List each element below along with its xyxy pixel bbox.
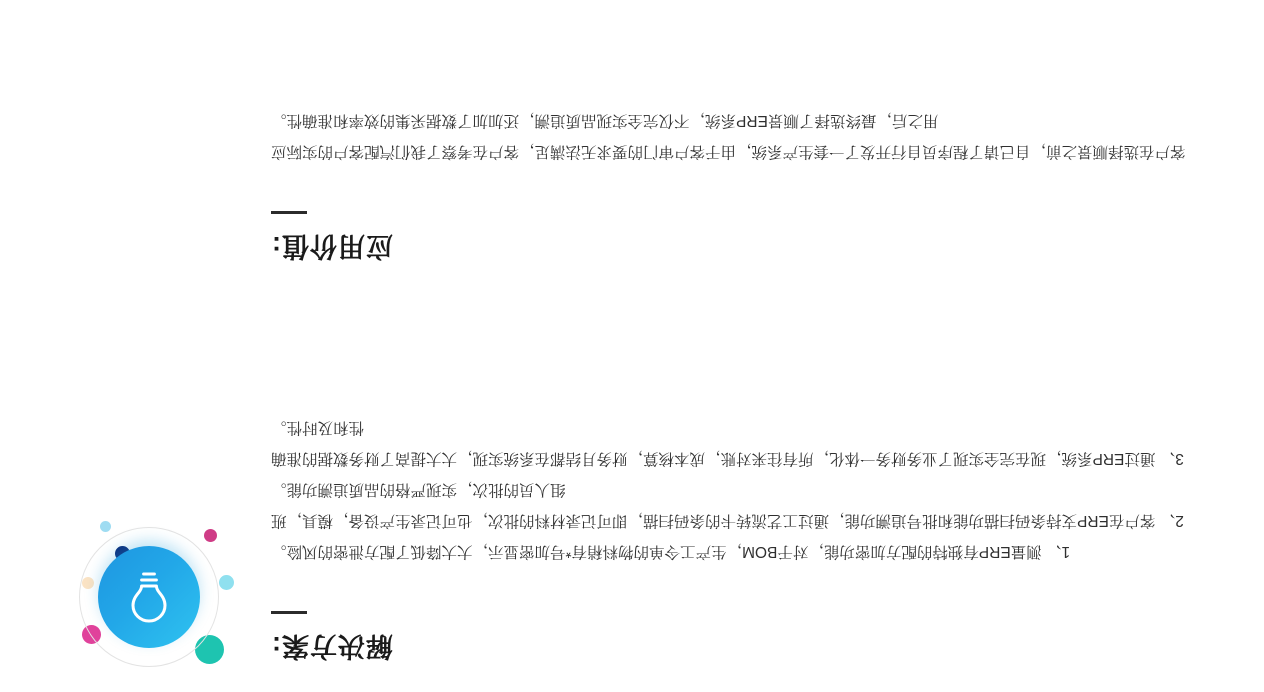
solution-body bbox=[271, 412, 1196, 567]
lightbulb-icon bbox=[98, 546, 200, 648]
divider-value bbox=[271, 211, 307, 214]
value-paragraph-1: 客户在选择顺景之前，自己请了程序员自行开发了一套生产系统，由于客户审门的要求无法满足，客户在考察了我们汽配客户的实际应用之后，最终选择了顺景ERP系统，不仅完全实现品质追溯，还加加了数据采集的效率和准确性。 bbox=[271, 111, 1186, 160]
solution-text-column bbox=[271, 412, 1196, 662]
solution-paragraph-1: 1、 测量ERP有独特的配方加密功能，对于BOM，生产工令单的物料稍有*号加密显示，大大降低了配方泄密的风险。 bbox=[271, 542, 1071, 560]
value-text-column bbox=[271, 105, 1196, 262]
solution-paragraph-2: 2、 客户在ERP支持条码扫描功能和批号追溯功能，通过工艺流转卡的条码扫描，即可记录材料的批次，也可记录生产设备，模具，班组人员的批次，实现严格的品质追溯功能。 bbox=[271, 480, 1184, 529]
section-solution bbox=[0, 362, 1264, 692]
decorative-dot-cyan bbox=[219, 575, 234, 590]
solution-paragraph-3: 3、 通过ERP系统，现在完全实现了业务财务一体化，所有往来对账，成本核算，财务月结都在系统实现，大大提高了财务数据的准确性和及时性。 bbox=[271, 418, 1184, 467]
solution-icon-disc bbox=[98, 546, 200, 648]
page-title-value: 应用价值: bbox=[271, 231, 393, 261]
page-title-solution: 解决方案: bbox=[271, 631, 393, 661]
value-body bbox=[271, 105, 1196, 167]
solution-icon-cluster bbox=[54, 502, 244, 692]
section-value bbox=[0, 0, 1264, 302]
decorative-dot-magenta bbox=[204, 529, 217, 542]
divider-solution bbox=[271, 611, 307, 614]
decorative-dot-light-blue bbox=[100, 521, 111, 532]
